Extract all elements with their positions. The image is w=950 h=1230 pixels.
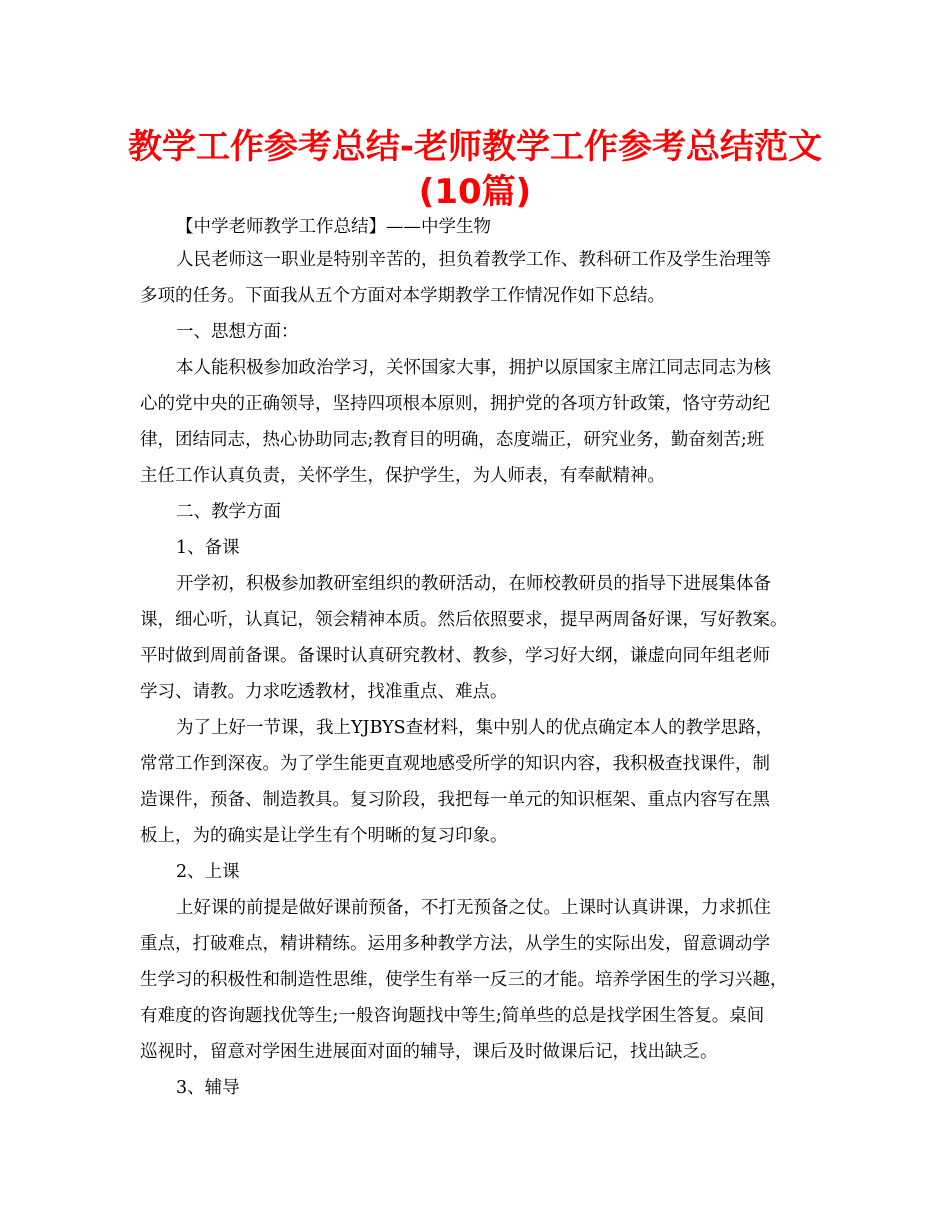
subsection-heading: 2、上课	[176, 862, 240, 882]
paragraph-line: 巡视时，留意对学困生进展面对面的辅导，课后及时做课后记，找出缺乏。	[140, 1042, 718, 1062]
section-heading: 二、教学方面	[176, 502, 281, 522]
paragraph-line: 多项的任务。下面我从五个方面对本学期教学工作情况作如下总结。	[140, 286, 665, 306]
subsection-heading: 1、备课	[176, 538, 240, 558]
paragraph-line: 板上，为的确实是让学生有个明晰的复习印象。	[140, 826, 508, 846]
paragraph-line: 常常工作到深夜。为了学生能更直观地感受所学的知识内容，我积极查找课件，制	[140, 754, 770, 774]
section-heading: 一、思想方面：	[176, 322, 299, 342]
subtitle: 【中学老师教学工作总结】——中学生物	[176, 217, 491, 237]
paragraph-line: 平时做到周前备课。备课时认真研究教材、教参，学习好大纲，谦虚向同年组老师	[140, 646, 770, 666]
paragraph-line: 为了上好一节课，我上YJBYS查材料，集中别人的优点确定本人的教学思路，	[176, 718, 774, 738]
paragraph-line: 心的党中央的正确领导，坚持四项根本原则，拥护党的各项方针政策，恪守劳动纪	[140, 394, 770, 414]
paragraph-line: 人民老师这一职业是特别辛苦的，担负着教学工作、教科研工作及学生治理等	[176, 250, 771, 270]
paragraph-line: 主任工作认真负责，关怀学生，保护学生，为人师表，有奉献精神。	[140, 466, 665, 486]
document-title-line-2: (10篇)	[418, 172, 532, 212]
paragraph-line: 律，团结同志，热心协助同志;教育目的明确，态度端正，研究业务，勤奋刻苦;班	[140, 430, 765, 450]
subsection-heading: 3、辅导	[176, 1078, 240, 1098]
paragraph-line: 学习、请教。力求吃透教材，找准重点、难点。	[140, 682, 508, 702]
paragraph-line: 有难度的咨询题找优等生;一般咨询题找中等生;简单些的总是找学困生答复。桌间	[140, 1006, 765, 1026]
document-title-line-1: 教学工作参考总结-老师教学工作参考总结范文	[127, 127, 823, 167]
paragraph-line: 课，细心听，认真记，领会精神本质。然后依照要求，提早两周备好课，写好教案。	[140, 610, 788, 630]
paragraph-line: 开学初，积极参加教研室组织的教研活动，在师校教研员的指导下进展集体备	[176, 574, 771, 594]
paragraph-line: 重点，打破难点，精讲精练。运用多种教学方法，从学生的实际出发，留意调动学	[140, 934, 770, 954]
paragraph-line: 造课件，预备、制造教具。复习阶段，我把每一单元的知识框架、重点内容写在黑	[140, 790, 770, 810]
paragraph-line: 本人能积极参加政治学习，关怀国家大事，拥护以原国家主席江同志同志为核	[176, 358, 771, 378]
paragraph-line: 上好课的前提是做好课前预备，不打无预备之仗。上课时认真讲课，力求抓住	[176, 898, 771, 918]
paragraph-line: 生学习的积极性和制造性思维，使学生有举一反三的才能。培养学困生的学习兴趣，	[140, 970, 788, 990]
